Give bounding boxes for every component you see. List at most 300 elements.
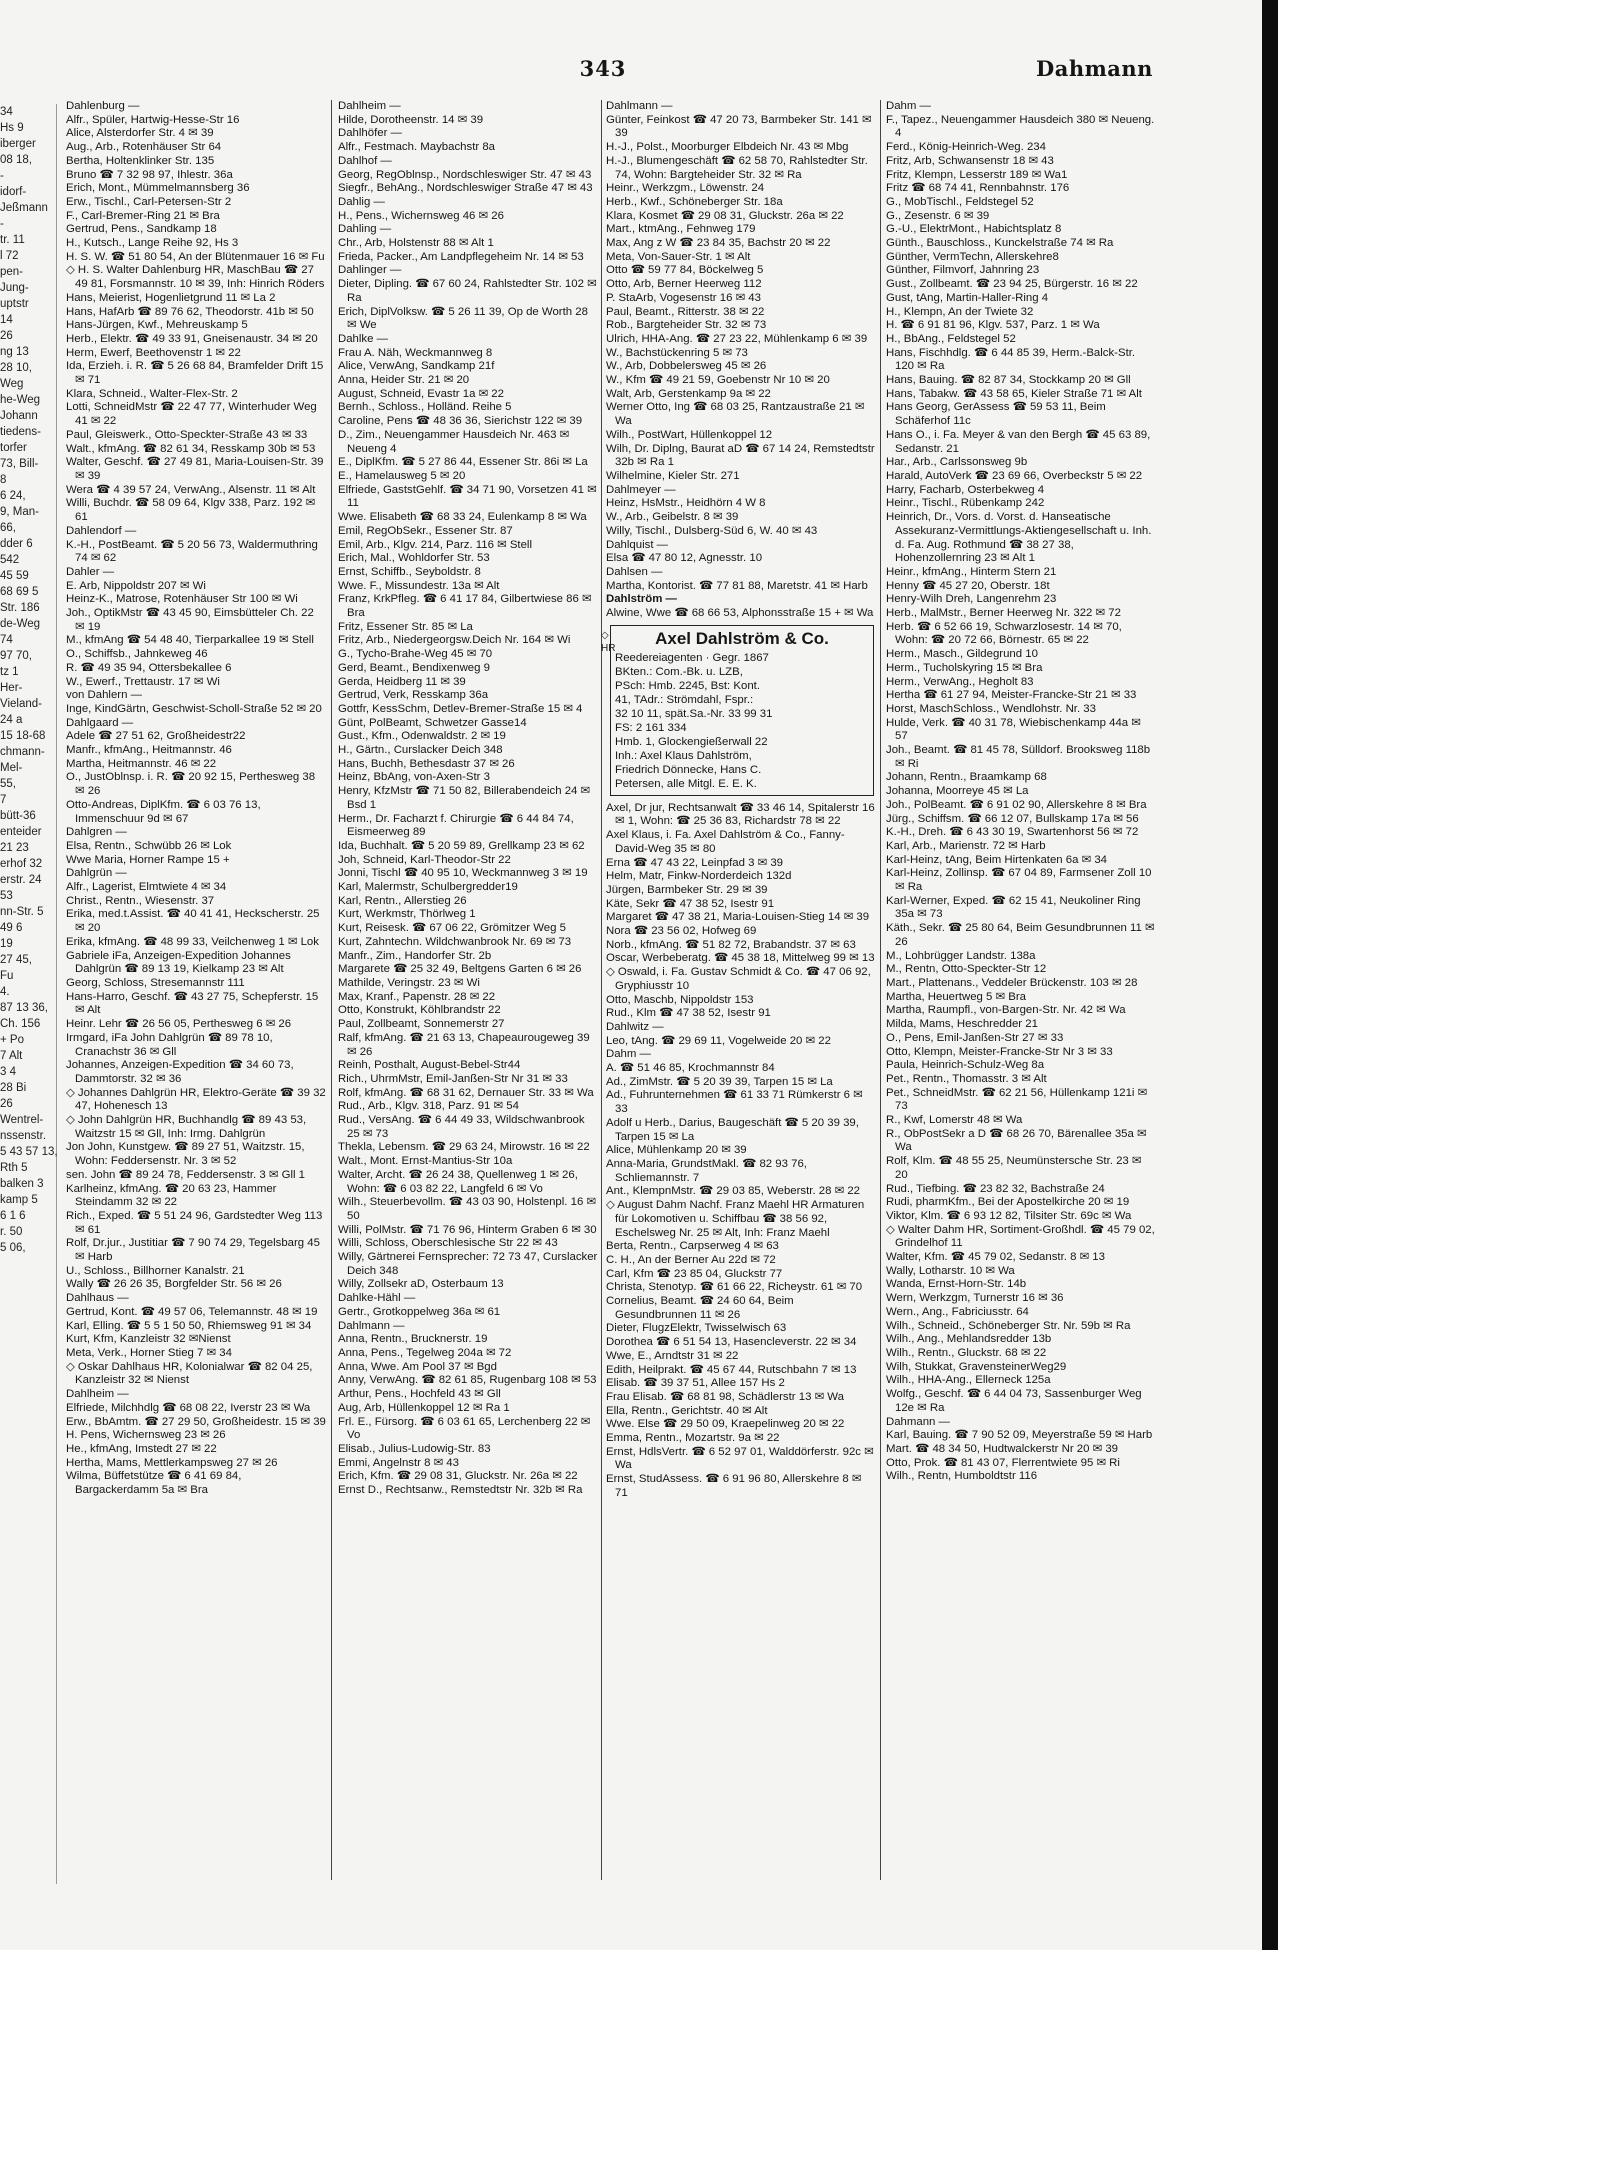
surname-heading: Dahlig —	[338, 195, 385, 208]
edge-fragment: 14	[0, 314, 13, 326]
directory-entry: Heinz, HsMstr., Heidhörn 4 W 8	[606, 497, 766, 510]
ad-line: BKten.: Com.-Bk. u. LZB,	[615, 665, 743, 678]
edge-fragment: 55,	[0, 778, 16, 790]
directory-entry: Joh., Beamt. ☎ 81 45 78, Sülldorf. Brooksweg 118b ✉ Ri	[886, 744, 1151, 770]
directory-entry: August, Schneid, Evastr 1a ✉ 22	[338, 387, 504, 400]
surname-heading: Dahlheim —	[338, 100, 401, 112]
edge-fragment: de-Weg	[0, 618, 41, 630]
directory-entry: Gust., Kfm., Odenwaldstr. 2 ✉ 19	[338, 730, 506, 743]
directory-entry: Wilma, Büffetstütze ☎ 6 41 69 84, Bargackerdamm 5a ✉ Bra	[66, 1470, 242, 1497]
directory-entry: Gust, tAng, Martin-Haller-Ring 4	[886, 291, 1049, 304]
directory-entry: Heinrich, Dr., Vors. d. Vorst. d. Hanseatische Assekuranz-Vermittlungs-Aktiengesellschaft u. Inh. d. Fa. Aug. Rothmund ☎ 38 27 38, Hohenzollernring 23 ✉ Alt 1	[886, 511, 1152, 565]
directory-entry: Herm., Masch., Gildegrund 10	[886, 648, 1038, 661]
directory-entry: Karl-Heinz, Zollinsp. ☎ 67 04 89, Farmsener Zoll 10 ✉ Ra	[886, 867, 1152, 894]
directory-entry: Herb., Elektr. ☎ 49 33 91, Gneisenaustr. 34 ✉ 20	[66, 332, 318, 345]
directory-entry: Wilh., Steuerbevollm. ☎ 43 03 90, Holstenpl. 16 ✉ 50	[338, 1196, 596, 1222]
directory-entry: Rob., Bargteheider Str. 32 ✉ 73	[606, 319, 767, 332]
directory-entry: R., ObPostSekr a D ☎ 68 26 70, Bärenallee 35a ✉ Wa	[886, 1127, 1147, 1154]
directory-entry: Chr., Arb, Holstenstr 88 ✉ Alt 1	[338, 237, 494, 250]
directory-entry: Wilh, Stukkat, GravensteinerWeg29	[886, 1360, 1067, 1373]
directory-entry: Ant., KlempnMstr. ☎ 29 03 85, Weberstr. 28 ✉ 22	[606, 1185, 860, 1198]
directory-entry: Henny ☎ 45 27 20, Oberstr. 18t	[886, 579, 1050, 592]
directory-entry: Ella, Rentn., Gerichtstr. 40 ✉ Alt	[606, 1404, 768, 1417]
ad-line: Petersen, alle Mitgl. E. E. K.	[615, 777, 757, 790]
ad-line: Inh.: Axel Klaus Dahlström,	[615, 749, 752, 762]
directory-entry: Anna, Pens., Tegelweg 204a ✉ 72	[338, 1346, 512, 1359]
directory-entry: H., Gärtn., Curslacker Deich 348	[338, 744, 503, 757]
directory-entry: Herb. ☎ 6 52 66 19, Schwarzlosestr. 14 ✉ 70, Wohn: ☎ 20 72 66, Börnestr. 65 ✉ 22	[886, 620, 1122, 647]
edge-fragment: ng 13	[0, 346, 29, 358]
directory-entry: Klara, Kosmet ☎ 29 08 31, Gluckstr. 26a ✉ 22	[606, 209, 844, 222]
directory-entry: Frieda, Packer., Am Landpflegeheim Nr. 14 ✉ 53	[338, 250, 584, 263]
directory-entry: Gottfr, KessSchm, Detlev-Bremer-Straße 15 ✉ 4	[338, 702, 583, 715]
edge-fragment: bütt-36	[0, 810, 36, 822]
directory-entry: Walt, Arb, Gerstenkamp 9a ✉ 22	[606, 387, 771, 400]
directory-entry: Wilh., PostWart, Hüllenkoppel 12	[606, 428, 773, 441]
page-number: 343	[579, 56, 627, 81]
directory-entry: Bruno ☎ 7 32 98 97, Ihlestr. 36a	[66, 168, 233, 181]
directory-entry: Otto-Andreas, DiplKfm. ☎ 6 03 76 13, Immenschuur 9d ✉ 67	[66, 798, 261, 825]
surname-heading: Dahlgren —	[66, 826, 127, 839]
directory-entry: Wwe. Elisabeth ☎ 68 33 24, Eulenkamp 8 ✉ Wa	[338, 511, 587, 524]
directory-entry: Joh, Schneid, Karl-Theodor-Str 22	[338, 853, 511, 866]
directory-entry: W., Kfm ☎ 49 21 59, Goebenstr Nr 10 ✉ 20	[606, 374, 830, 387]
directory-entry: Walt., kfmAng. ☎ 82 61 34, Resskamp 30b ✉ 53	[66, 442, 316, 455]
directory-entry: E., Hamelausweg 5 ✉ 20	[338, 469, 466, 482]
surname-heading: von Dahlern —	[66, 689, 142, 702]
directory-entry: Karl-Heinz, tAng, Beim Hirtenkaten 6a ✉ 34	[886, 853, 1108, 866]
directory-entry: Kurt, Reisesk. ☎ 67 06 22, Grömitzer Weg 5	[338, 922, 566, 935]
edge-fragment: idorf-	[0, 186, 27, 198]
directory-entry: Walt., Mont. Ernst-Mantius-Str 10a	[338, 1155, 513, 1168]
directory-entry: Elfriede, Milchhdlg ☎ 68 08 22, Iverstr 23 ✉ Wa	[66, 1401, 311, 1414]
edge-fragment: 6 24,	[0, 490, 26, 502]
directory-entry: Emma, Rentn., Mozartstr. 9a ✉ 22	[606, 1432, 780, 1445]
directory-entry: O., JustOblnsp. i. R. ☎ 20 92 15, Perthesweg 38 ✉ 26	[66, 771, 316, 798]
surname-heading: Dahm —	[606, 1048, 651, 1061]
directory-entry: Hertha, Mams, Mettlerkampsweg 27 ✉ 26	[66, 1456, 278, 1469]
edge-fragment: 542	[0, 554, 20, 566]
edge-fragment: 3 4	[0, 1066, 16, 1078]
directory-entry: Otto, Prok. ☎ 81 43 07, Flerrentwiete 95 ✉ Ri	[886, 1456, 1120, 1469]
directory-entry: Edith, Heilprakt. ☎ 45 67 44, Rutschbahn 7 ✉ 13	[606, 1363, 857, 1376]
directory-entry: Georg, RegOblnsp., Nordschleswiger Str. 47 ✉ 43	[338, 168, 592, 181]
directory-entry: Heinr., Werkzgm., Löwenstr. 24	[606, 182, 765, 195]
directory-entry: Hans, Buchh, Bethesdastr 37 ✉ 26	[338, 757, 515, 770]
directory-entry: Henry-Wilh Dreh, Langenrehm 23	[886, 593, 1057, 606]
directory-entry: Heinz, BbAng, von-Axen-Str 3	[338, 771, 490, 784]
directory-entry: Hulde, Verk. ☎ 40 31 78, Wiebischenkamp 44a ✉ 57	[886, 716, 1141, 743]
edge-fragment: 53	[0, 890, 13, 902]
directory-entry: Emil, RegObSekr., Essener Str. 87	[338, 524, 513, 537]
edge-fragment: torfer	[0, 442, 27, 454]
directory-entry: Otto, Klempn, Meister-Francke-Str Nr 3 ✉ 33	[886, 1045, 1113, 1058]
edge-fragment: tz 1	[0, 666, 19, 678]
directory-entry: Gust., Zollbeamt. ☎ 23 94 25, Bürgerstr. 16 ✉ 22	[886, 278, 1138, 291]
directory-entry: ◇ H. S. Walter Dahlenburg HR, MaschBau ☎ 27 49 81, Forsmannstr. 10 ✉ 39, Inh: Hinrich Röders	[66, 264, 325, 291]
edge-fragment: nssenstr.	[0, 1130, 47, 1142]
directory-entry: Karlheinz, kfmAng. ☎ 20 63 23, Hammer Steindamm 32 ✉ 22	[66, 1182, 277, 1209]
surname-heading: Dahlinger —	[338, 264, 402, 277]
surname-heading: Dahlke —	[338, 332, 389, 345]
directory-entry: Christ., Rentn., Wiesenstr. 37	[66, 894, 215, 907]
directory-entry: Alfr., Spüler, Hartwig-Hesse-Str 16	[66, 113, 240, 126]
directory-entry: Walter, Kfm. ☎ 45 79 02, Sedanstr. 8 ✉ 13	[886, 1251, 1105, 1264]
directory-entry: M., Lohbrügger Landstr. 138a	[886, 949, 1036, 962]
directory-entry: Paula, Heinrich-Schulz-Weg 8a	[886, 1059, 1045, 1072]
directory-entry: Gertrud, Pens., Sandkamp 18	[66, 223, 217, 236]
edge-fragment: -	[0, 218, 4, 230]
surname-heading: Dahm —	[886, 100, 931, 112]
directory-entry: Rolf, Dr.jur., Justitiar ☎ 7 90 74 29, Tegelsbarg 45 ✉ Harb	[66, 1237, 320, 1264]
directory-entry: Günter, Feinkost ☎ 47 20 73, Barmbeker Str. 141 ✉ 39	[606, 113, 872, 140]
directory-entry: Johanna, Moorreye 45 ✉ La	[886, 785, 1029, 798]
directory-entry: Manfr., Zim., Handorfer Str. 2b	[338, 949, 492, 962]
directory-entry: Wwe. Else ☎ 29 50 09, Kraepelinweg 20 ✉ 22	[606, 1418, 845, 1431]
advertisement-box	[601, 625, 874, 796]
directory-entry: Ernst, StudAssess. ☎ 6 91 96 80, Allerskehre 8 ✉ 71	[606, 1473, 862, 1499]
directory-entry: Alice, Alsterdorfer Str. 4 ✉ 39	[66, 127, 214, 140]
edge-fragment: 6 1 6	[0, 1210, 26, 1222]
edge-fragment: 68 69 5	[0, 586, 39, 598]
directory-entry: Lotti, SchneidMstr ☎ 22 47 77, Winterhuder Weg 41 ✉ 22	[66, 401, 317, 428]
edge-fragment: Johann	[0, 410, 38, 422]
directory-entry: Axel Klaus, i. Fa. Axel Dahlström & Co., Fanny-David-Weg 35 ✉ 80	[606, 829, 845, 855]
directory-entry: Erich, DiplVolksw. ☎ 5 26 11 39, Op de Worth 28 ✉ We	[338, 305, 588, 332]
directory-entry: H. ☎ 6 91 81 96, Klgv. 537, Parz. 1 ✉ Wa	[886, 319, 1100, 332]
directory-column-3	[601, 100, 876, 1880]
directory-entry: H.-J., Polst., Moorburger Elbdeich Nr. 43 ✉ Mbg	[606, 141, 849, 154]
directory-entry: Wally, Lotharstr. 10 ✉ Wa	[886, 1264, 1015, 1277]
page-binding-edge	[1262, 0, 1278, 1950]
directory-entry: Cornelius, Beamt. ☎ 24 60 64, Beim Gesundbrunnen 11 ✉ 26	[606, 1295, 794, 1321]
ad-line: Reedereiagenten · Gegr. 1867	[615, 651, 769, 664]
edge-fragment: Rth 5	[0, 1162, 28, 1174]
directory-entry: Rolf, kfmAng. ☎ 68 31 62, Dernauer Str. 33 ✉ Wa	[338, 1086, 594, 1099]
directory-entry: Erw., BbAmtm. ☎ 27 29 50, Großheidestr. 15 ✉ 39	[66, 1415, 326, 1428]
edge-fragment: 26	[0, 1098, 13, 1110]
directory-entry: Elsa, Rentn., Schwübb 26 ✉ Lok	[66, 839, 232, 852]
directory-entry: Ernst, HdlsVertr. ☎ 6 52 97 01, Walddörferstr. 92c ✉ Wa	[606, 1445, 874, 1472]
directory-entry: ◇ Oskar Dahlhaus HR, Kolonialwar ☎ 82 04 25, Kanzleistr 32 ✉ Nienst	[66, 1360, 313, 1387]
edge-fragment: balken 3	[0, 1178, 44, 1190]
directory-entry: Wolfg., Geschf. ☎ 6 44 04 73, Sassenburger Weg 12e ✉ Ra	[886, 1388, 1142, 1414]
directory-entry: Heinr., kfmAng., Hinterm Stern 21	[886, 565, 1057, 578]
directory-entry: Alice, Mühlenkamp 20 ✉ 39	[606, 1144, 747, 1157]
directory-entry: Hans-Harro, Geschf. ☎ 43 27 75, Schepferstr. 15 ✉ Alt	[66, 990, 319, 1017]
directory-entry: Gerda, Heidberg 11 ✉ 39	[338, 675, 466, 688]
directory-entry: ◇ Johannes Dahlgrün HR, Elektro-Geräte ☎ 39 32 47, Hohenesch 13	[66, 1086, 326, 1113]
directory-column-1	[66, 100, 326, 1880]
directory-entry: Martha, Kontorist. ☎ 77 81 88, Maretstr. 41 ✉ Harb	[606, 579, 868, 592]
directory-entry: Wern., Ang., Fabriciusstr. 64	[886, 1305, 1029, 1318]
directory-entry: Karl, Rentn., Allerstieg 26	[338, 894, 467, 907]
directory-entry: Viktor, Klm. ☎ 6 93 12 82, Tilsiter Str. 69c ✉ Wa	[886, 1209, 1132, 1222]
edge-fragment: 8	[0, 474, 7, 486]
edge-fragment: -	[0, 170, 4, 182]
directory-entry: Jürgen, Barmbeker Str. 29 ✉ 39	[606, 883, 768, 896]
directory-entry: Hilde, Dorotheenstr. 14 ✉ 39	[338, 113, 484, 126]
directory-entry: Fritz, Essener Str. 85 ✉ La	[338, 620, 473, 633]
directory-entry: Wally ☎ 26 26 35, Borgfelder Str. 56 ✉ 26	[66, 1278, 282, 1291]
edge-fragment: nn-Str. 5	[0, 906, 44, 918]
directory-entry: Bertha, Holtenklinker Str. 135	[66, 154, 215, 167]
directory-entry: Willi, Buchdr. ☎ 58 09 64, Klgv 338, Parz. 192 ✉ 61	[66, 497, 316, 524]
edge-fragment: 26	[0, 330, 13, 342]
directory-entry: Adolf u Herb., Darius, Baugeschäft ☎ 5 20 39 39, Tarpen 15 ✉ La	[606, 1116, 859, 1143]
directory-entry: Aug., Arb., Rotenhäuser Str 64	[66, 141, 222, 154]
surname-heading: Dahlenburg —	[66, 100, 140, 112]
directory-entry: sen. John ☎ 89 24 78, Feddersenstr. 3 ✉ Gll 1	[66, 1168, 306, 1181]
directory-entry: O., Schiffsb., Jahnkeweg 46	[66, 648, 208, 661]
directory-entry: Mathilde, Veringstr. 23 ✉ Wi	[338, 977, 480, 989]
column-divider	[601, 100, 602, 1880]
directory-entry: Fritz ☎ 68 74 41, Rennbahnstr. 176	[886, 182, 1070, 195]
edge-fragment: 5 43 57 13,	[0, 1146, 58, 1158]
edge-fragment: 19	[0, 938, 13, 950]
edge-fragment: erhof 32	[0, 858, 43, 870]
column-divider	[880, 100, 881, 1880]
directory-entry: Elsa ☎ 47 80 12, Agnesstr. 10	[606, 552, 763, 565]
edge-fragment: 73, Bill-	[0, 458, 39, 470]
directory-entry: Elisab. ☎ 39 37 51, Allee 157 Hs 2	[606, 1377, 785, 1390]
directory-entry: Meta, Verk., Horner Stieg 7 ✉ 34	[66, 1346, 232, 1359]
directory-entry: Dieter, FlugzElektr, Twisselwisch 63	[606, 1322, 787, 1335]
directory-entry: Harald, AutoVerk ☎ 23 69 66, Overbeckstr 5 ✉ 22	[886, 469, 1143, 482]
directory-entry: Wilh., HHA-Ang., Ellerneck 125a	[886, 1374, 1051, 1387]
directory-entry: Martha, Heuertweg 5 ✉ Bra	[886, 990, 1026, 1003]
directory-entry: Erika, kfmAng. ☎ 48 99 33, Veilchenweg 1 ✉ Lok	[66, 935, 319, 948]
directory-entry: Henry, KfzMstr ☎ 71 50 82, Billerabendeich 24 ✉ Bsd 1	[338, 785, 591, 811]
directory-entry: R., Kwf, Lomerstr 48 ✉ Wa	[886, 1114, 1023, 1127]
directory-entry: Joh., PolBeamt. ☎ 6 91 02 90, Allerskehre 8 ✉ Bra	[886, 798, 1147, 811]
directory-entry: Elfriede, GaststGehlf. ☎ 34 71 90, Vorsetzen 41 ✉ 11	[338, 483, 597, 510]
directory-entry: Käte, Sekr ☎ 47 38 52, Isestr 91	[606, 897, 775, 910]
surname-heading: Dahlwitz —	[606, 1020, 664, 1033]
directory-entry: Ida, Erzieh. i. R. ☎ 5 26 68 84, Bramfelder Drift 15 ✉ 71	[66, 360, 324, 387]
directory-entry: Mart., Plattenans., Veddeler Brückenstr. 103 ✉ 28	[886, 977, 1138, 989]
directory-entry: Rich., Exped. ☎ 5 51 24 96, Gardstedter Weg 113 ✉ 61	[66, 1209, 323, 1236]
directory-entry: Kurt, Zahntechn. Wildchwanbrook Nr. 69 ✉ 73	[338, 935, 572, 948]
edge-fragment: Wentrel-	[0, 1114, 44, 1126]
directory-entry: Wwe, E., Arndtstr 31 ✉ 22	[606, 1349, 739, 1362]
directory-entry: Meta, Von-Sauer-Str. 1 ✉ Alt	[606, 250, 751, 263]
ad-line: 41, TAdr.: Strömdahl, Fspr.:	[615, 693, 754, 706]
directory-entry: Pet., SchneidMstr. ☎ 62 21 56, Hüllenkamp 121i ✉ 73	[886, 1086, 1148, 1113]
directory-entry: Helm, Matr, Finkw-Norderdeich 132d	[606, 870, 792, 883]
directory-entry: Carl, Kfm ☎ 23 85 04, Gluckstr 77	[606, 1267, 783, 1280]
directory-entry: Herb., Kwf., Schöneberger Str. 18a	[606, 195, 783, 208]
directory-entry: Wanda, Ernst-Horn-Str. 14b	[886, 1278, 1027, 1291]
directory-entry: Wwe. F., Missundestr. 13a ✉ Alt	[338, 579, 500, 592]
directory-entry: Max, Ang z W ☎ 23 84 35, Bachstr 20 ✉ 22	[606, 237, 831, 250]
surname-heading: Dahlgaard —	[66, 716, 134, 729]
directory-entry: Ad., ZimMstr. ☎ 5 20 39 39, Tarpen 15 ✉ La	[606, 1075, 833, 1088]
edge-fragment: he-Weg	[0, 394, 41, 406]
directory-entry: Wilh., Rentn., Gluckstr. 68 ✉ 22	[886, 1346, 1047, 1359]
directory-entry: Fritz, Klempn, Lesserstr 189 ✉ Wa1	[886, 168, 1068, 181]
directory-entry: Alfr., Festmach. Maybachstr 8a	[338, 141, 495, 154]
directory-entry: Käth., Sekr. ☎ 25 80 64, Beim Gesundbrunnen 11 ✉ 26	[886, 922, 1155, 948]
directory-entry: Hans, HafArb ☎ 89 76 62, Theodorstr. 41b ✉ 50	[66, 305, 314, 318]
directory-entry: Hans, Meierist, Hogenlietgrund 11 ✉ La 2	[66, 291, 276, 304]
directory-entry: Ulrich, HHA-Ang. ☎ 27 23 22, Mühlenkamp 6 ✉ 39	[606, 332, 868, 345]
directory-entry: Jon John, Kunstgew. ☎ 89 27 51, Waitzstr. 15, Wohn: Feddersenstr. Nr. 3 ✉ 52	[66, 1141, 305, 1168]
directory-entry: Johann, Rentn., Braamkamp 68	[886, 771, 1047, 784]
edge-fragment: 97 70,	[0, 650, 32, 662]
directory-entry: Reinh, Posthalt, August-Bebel-Str44	[338, 1059, 521, 1072]
surname-heading: Dahlström —	[606, 593, 677, 606]
edge-fragment: dder 6	[0, 538, 33, 550]
directory-entry: P. StaArb, Vogesenstr 16 ✉ 43	[606, 291, 761, 304]
directory-entry: Ernst, Schiffb., Seyboldstr. 8	[338, 565, 481, 578]
directory-entry: Paul, Gleiswerk., Otto-Speckter-Straße 43 ✉ 33	[66, 428, 308, 441]
edge-fragment: 15 18-68	[0, 730, 46, 742]
directory-entry: Gertrud, Kont. ☎ 49 57 06, Telemannstr. 48 ✉ 19	[66, 1305, 318, 1318]
directory-entry: Berta, Rentn., Carpserweg 4 ✉ 63	[606, 1240, 779, 1253]
directory-entry: W., Arb, Dobbelersweg 45 ✉ 26	[606, 360, 767, 373]
directory-entry: He., kfmAng, Imstedt 27 ✉ 22	[66, 1442, 217, 1455]
directory-entry: Hans-Jürgen, Kwf., Mehreuskamp 5	[66, 319, 248, 332]
directory-entry: Walter, Archt. ☎ 26 24 38, Quellenweg 1 ✉ 26, Wohn: ☎ 6 03 82 22, Langfeld 6 ✉ Vo	[338, 1168, 578, 1195]
directory-entry: Karl, Malermstr, Schulbergredder19	[338, 881, 518, 894]
directory-entry: Erika, med.t.Assist. ☎ 40 41 41, Heckscherstr. 25 ✉ 20	[66, 908, 320, 935]
directory-entry: Har., Arb., Carlssonsweg 9b	[886, 456, 1028, 469]
edge-fragment: 24 a	[0, 714, 23, 726]
directory-entry: G., Zesenstr. 6 ✉ 39	[886, 209, 990, 222]
directory-entry: Hans, Tabakw. ☎ 43 58 65, Kieler Straße 71 ✉ Alt	[886, 387, 1142, 400]
column-divider	[331, 100, 332, 1880]
directory-entry: Alfr., Lagerist, Elmtwiete 4 ✉ 34	[66, 881, 227, 894]
edge-fragment: 28 Bi	[0, 1082, 27, 1094]
directory-entry: Erich, Mal., Wohldorfer Str. 53	[338, 552, 490, 565]
directory-entry: F., Tapez., Neuengammer Hausdeich 380 ✉ Neueng. 4	[886, 113, 1155, 140]
surname-heading: Dahlke-Hähl —	[338, 1292, 416, 1305]
directory-entry: Thekla, Lebensm. ☎ 29 63 24, Mirowstr. 16 ✉ 22	[338, 1141, 590, 1154]
previous-page-edge	[0, 104, 57, 1884]
edge-fragment: enteider	[0, 826, 42, 838]
directory-entry: Rolf, Klm. ☎ 48 55 25, Neumünstersche Str. 23 ✉ 20	[886, 1155, 1142, 1181]
directory-entry: Günt, PolBeamt, Schwetzer Gasse14	[338, 716, 527, 729]
directory-entry: Gertrud, Verk, Resskamp 36a	[338, 689, 489, 702]
directory-entry: Manfr., kfmAng., Heitmannstr. 46	[66, 744, 232, 757]
directory-entry: ◇ Walter Dahm HR, Sortiment-Großhdl. ☎ 45 79 02, Grindelhof 11	[886, 1223, 1155, 1250]
directory-entry: K.-H., Dreh. ☎ 6 43 30 19, Swartenhorst 56 ✉ 72	[886, 826, 1139, 839]
directory-entry: Margarete ☎ 25 32 49, Beltgens Garten 6 ✉ 26	[338, 963, 582, 976]
edge-fragment: 4.	[0, 986, 10, 998]
directory-entry: H. S. W. ☎ 51 80 54, An der Blütenmauer 16 ✉ Fu	[66, 250, 325, 263]
directory-entry: Kurt, Werkmstr, Thörlweg 1	[338, 908, 476, 921]
directory-entry: Franz, KrkPfleg. ☎ 6 41 17 84, Gilbertwiese 86 ✉ Bra	[338, 593, 592, 620]
surname-heading: Dahlmeyer —	[606, 483, 676, 496]
directory-entry: G.-U., ElektrMont., Habichtsplatz 8	[886, 223, 1062, 236]
directory-entry: Gabriele iFa, Anzeigen-Expedition Johannes Dahlgrün ☎ 89 13 19, Kielkamp 23 ✉ Alt	[66, 949, 291, 976]
edge-fragment: iberger	[0, 138, 36, 150]
directory-entry: Hans, Fischhdlg. ☎ 6 44 85 39, Herm.-Balck-Str. 120 ✉ Ra	[886, 346, 1136, 373]
edge-fragment: Fu	[0, 970, 14, 982]
directory-entry: Oscar, Werbeberatg. ☎ 45 38 18, Mittelweg 99 ✉ 13	[606, 952, 875, 965]
directory-entry: E. Arb, Nippoldstr 207 ✉ Wi	[66, 579, 206, 592]
directory-entry: Willi, PolMstr. ☎ 71 76 96, Hinterm Graben 6 ✉ 30	[338, 1223, 597, 1236]
surname-heading: Dahmann —	[886, 1415, 950, 1428]
directory-entry: Hans O., i. Fa. Meyer & van den Bergh ☎ 45 63 89, Sedanstr. 21	[886, 428, 1151, 455]
directory-entry: G., Tycho-Brahe-Weg 45 ✉ 70	[338, 648, 493, 661]
directory-entry: Wilhelmine, Kieler Str. 271	[606, 469, 740, 482]
directory-entry: Werner Otto, Ing ☎ 68 03 25, Rantzaustraße 21 ✉ Wa	[606, 401, 865, 428]
edge-fragment: erstr. 24	[0, 874, 42, 886]
edge-fragment: 21 23	[0, 842, 29, 854]
directory-entry: ◇ Oswald, i. Fa. Gustav Schmidt & Co. ☎ 47 06 92, Gryphiusstr 10	[606, 966, 871, 992]
directory-entry: Karl, Arb., Marienstr. 72 ✉ Harb	[886, 839, 1046, 852]
edge-fragment: Jeßmann	[0, 202, 48, 214]
edge-fragment: 45 59	[0, 570, 29, 582]
edge-fragment: Jung-	[0, 282, 29, 294]
surname-heading: Dahlhof —	[338, 154, 392, 167]
directory-entry: Anna, Heider Str. 21 ✉ 20	[338, 374, 470, 387]
edge-fragment: + Po	[0, 1034, 24, 1046]
directory-entry: Wilh., Schneid., Schöneberger Str. Nr. 59b ✉ Ra	[886, 1319, 1131, 1332]
directory-entry: Karl, Bauing. ☎ 7 90 52 09, Meyerstraße 59 ✉ Harb	[886, 1429, 1153, 1442]
directory-entry: Margaret ☎ 47 38 21, Maria-Louisen-Stieg 14 ✉ 39	[606, 911, 870, 924]
directory-entry: Wern, Werkzgm, Turnerstr 16 ✉ 36	[886, 1292, 1064, 1305]
directory-entry: Herm., Tucholskyring 15 ✉ Bra	[886, 661, 1043, 674]
directory-entry: Willi, Schloss, Oberschlesische Str 22 ✉ 43	[338, 1237, 558, 1250]
directory-entry: H. Pens, Wichernsweg 23 ✉ 26	[66, 1429, 226, 1442]
directory-entry: H.-J., Blumengeschäft ☎ 62 58 70, Rahlstedter Str. 74, Wohn: Bargteheider Str. 32 ✉ Ra	[606, 154, 868, 181]
surname-heading: Dahling —	[338, 223, 392, 236]
directory-entry: Irmgard, iFa John Dahlgrün ☎ 89 78 10, Cranachstr 36 ✉ Gll	[66, 1031, 273, 1058]
directory-entry: Karl, Elling. ☎ 5 5 1 50 50, Rhiemsweg 91 ✉ 34	[66, 1319, 312, 1332]
ad-line: PSch: Hmb. 2245, Bst: Kont.	[615, 679, 760, 692]
directory-entry: Erich, Mont., Mümmelmannsberg 36	[66, 182, 250, 195]
directory-entry: Rud., Tiefbing. ☎ 23 82 32, Bachstraße 24	[886, 1182, 1105, 1195]
directory-entry: Mart., ktmAng., Fehnweg 179	[606, 223, 756, 236]
directory-entry: Ralf, kfmAng. ☎ 21 63 13, Chapeaurougeweg 39 ✉ 26	[338, 1031, 590, 1058]
directory-entry: H., Pens., Wichernsweg 46 ✉ 26	[338, 209, 504, 222]
directory-entry: Frl. E., Fürsorg. ☎ 6 03 61 65, Lerchenberg 22 ✉ Vo	[338, 1415, 591, 1442]
directory-entry: H., Kutsch., Lange Reihe 92, Hs 3	[66, 237, 239, 250]
surname-heading: Dahlhöfer —	[338, 127, 402, 140]
directory-entry: Fritz, Arb, Schwansenstr 18 ✉ 43	[886, 154, 1054, 167]
directory-entry: Dieter, Dipling. ☎ 67 60 24, Rahlstedter Str. 102 ✉ Ra	[338, 278, 597, 304]
directory-entry: Heinz-K., Matrose, Rotenhäuser Str 100 ✉ Wi	[66, 593, 298, 606]
directory-entry: Karl-Werner, Exped. ☎ 62 15 41, Neukoliner Ring 35a ✉ 73	[886, 894, 1141, 921]
ad-side-marker: ◇ HR	[601, 629, 616, 654]
directory-entry: Herm, Ewerf, Beethovenstr 1 ✉ 22	[66, 346, 241, 359]
directory-entry: Hans, Bauing. ☎ 82 87 34, Stockkamp 20 ✉ Gll	[886, 374, 1131, 387]
directory-entry: Emmi, Angelnstr 8 ✉ 43	[338, 1456, 459, 1469]
directory-entry: Max, Kranf., Papenstr. 28 ✉ 22	[338, 990, 496, 1003]
edge-fragment: 66,	[0, 522, 16, 534]
directory-entry: Wwe Maria, Horner Rampe 15 +	[66, 853, 230, 866]
surname-heading: Dahlgrün —	[66, 867, 127, 880]
directory-entry: Günther, Filmvorf, Jahnring 23	[886, 264, 1040, 277]
directory-entry: F., Carl-Bremer-Ring 21 ✉ Bra	[66, 209, 220, 222]
directory-column-2	[338, 100, 598, 1880]
surname-heading: Dahlheim —	[66, 1388, 129, 1401]
directory-entry: Kurt, Kfm, Kanzleistr 32 ✉Nienst	[66, 1333, 231, 1346]
directory-entry: Willy, Zollsekr aD, Osterbaum 13	[338, 1278, 504, 1291]
directory-entry: E., DiplKfm. ☎ 5 27 86 44, Essener Str. 86i ✉ La	[338, 456, 588, 469]
directory-entry: Joh., OptikMstr ☎ 43 45 90, Eimsbütteler Ch. 22 ✉ 19	[66, 607, 314, 633]
edge-fragment: 5 06,	[0, 1242, 26, 1254]
ad-line: 32 10 11, spät.Sa.-Nr. 33 99 31	[615, 707, 773, 720]
directory-entry: Wilh, Dr. Diplng, Baurat aD ☎ 67 14 24, Remstedtstr 32b ✉ Ra 1	[606, 442, 875, 469]
edge-fragment: 7 Alt	[0, 1050, 23, 1062]
directory-entry: ◇ August Dahm Nachf. Franz Maehl HR Armaturen für Lokomotiven u. Schiffbau ☎ 38 56 92, Eschelsweg Nr. 25 ✉ Alt, Inh: Franz Maehl	[606, 1199, 865, 1239]
directory-entry: Inge, KindGärtn, Geschwist-Scholl-Straße 52 ✉ 20	[66, 702, 322, 715]
surname-heading: Dahlmann —	[606, 100, 673, 112]
